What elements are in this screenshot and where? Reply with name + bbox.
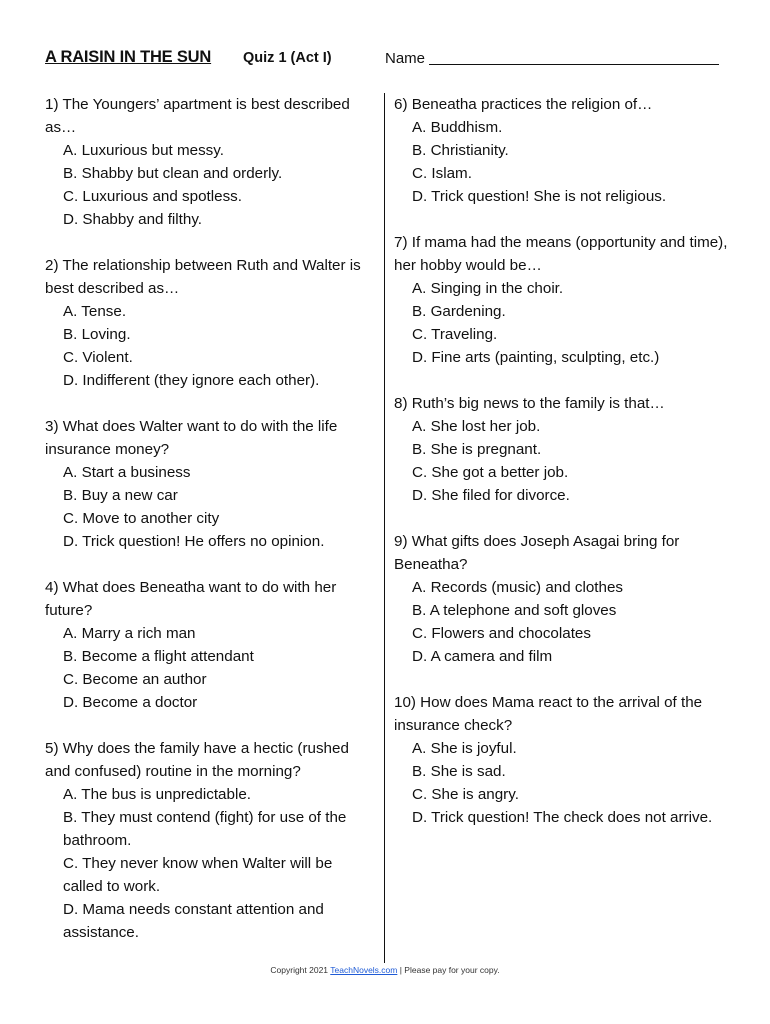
- question-3: [45, 415, 375, 553]
- question-text: 10) How does Mama react to the arrival of the insurance check?: [394, 694, 703, 734]
- name-blank-line[interactable]: [429, 50, 719, 65]
- answer-option[interactable]: A. She is joyful.: [412, 740, 517, 757]
- answer-option[interactable]: C. Islam.: [412, 165, 472, 182]
- question-10: [394, 691, 729, 829]
- answer-option[interactable]: D. Trick question! He offers no opinion.: [63, 533, 325, 550]
- answer-option[interactable]: A. Tense.: [63, 303, 127, 320]
- answer-option[interactable]: C. Move to another city: [63, 510, 220, 527]
- answer-option[interactable]: B. Shabby but clean and orderly.: [63, 165, 283, 182]
- question-6: [394, 93, 729, 208]
- answer-option[interactable]: A. She lost her job.: [412, 418, 541, 435]
- name-label: Name: [385, 50, 426, 67]
- answer-option[interactable]: C. Flowers and chocolates: [412, 625, 591, 642]
- question-text: 4) What does Beneatha want to do with her future?: [45, 579, 337, 619]
- answer-option[interactable]: A. Records (music) and clothes: [412, 579, 624, 596]
- question-text: 5) Why does the family have a hectic (rushed and confused) routine in the morning?: [45, 740, 349, 780]
- answer-option[interactable]: B. Become a flight attendant: [63, 648, 254, 665]
- answer-option[interactable]: D. Fine arts (painting, sculpting, etc.): [412, 349, 660, 366]
- option-list: [45, 300, 375, 392]
- footer-note: | Please pay for your copy.: [399, 965, 500, 975]
- header: [45, 48, 735, 74]
- answer-option[interactable]: A. Marry a rich man: [63, 625, 196, 642]
- footer: [0, 965, 770, 975]
- option-list: [394, 576, 729, 668]
- name-field[interactable]: [385, 50, 719, 67]
- question-8: [394, 392, 729, 507]
- answer-option[interactable]: B. Gardening.: [412, 303, 506, 320]
- answer-option[interactable]: A. Singing in the choir.: [412, 280, 564, 297]
- answer-option[interactable]: B. Christianity.: [412, 142, 509, 159]
- question-5: [45, 737, 375, 944]
- option-list: [394, 116, 729, 208]
- answer-option[interactable]: B. Buy a new car: [63, 487, 178, 504]
- question-text: 6) Beneatha practices the religion of…: [394, 96, 653, 113]
- right-column: [394, 93, 729, 852]
- option-list: [45, 461, 375, 553]
- quiz-subtitle: Quiz 1 (Act I): [243, 50, 332, 66]
- answer-option[interactable]: D. Trick question! The check does not arrive.: [412, 809, 713, 826]
- option-list: [45, 783, 375, 944]
- answer-option[interactable]: B. They must contend (fight) for use of the bathroom.: [63, 809, 347, 849]
- answer-option[interactable]: C. She got a better job.: [412, 464, 569, 481]
- question-7: [394, 231, 729, 369]
- option-list: [45, 139, 375, 231]
- question-text: 7) If mama had the means (opportunity and time), her hobby would be…: [394, 234, 728, 274]
- answer-option[interactable]: D. She filed for divorce.: [412, 487, 570, 504]
- answer-option[interactable]: A. The bus is unpredictable.: [63, 786, 251, 803]
- answer-option[interactable]: D. Mama needs constant attention and assistance.: [63, 901, 324, 941]
- page-title: A RAISIN IN THE SUN: [45, 48, 212, 66]
- left-column: [45, 93, 375, 967]
- answer-option[interactable]: D. Indifferent (they ignore each other).: [63, 372, 320, 389]
- option-list: [45, 622, 375, 714]
- question-text: 9) What gifts does Joseph Asagai bring for Beneatha?: [394, 533, 680, 573]
- column-divider: [384, 93, 385, 963]
- answer-option[interactable]: B. Loving.: [63, 326, 131, 343]
- answer-option[interactable]: D. Shabby and filthy.: [63, 211, 203, 228]
- option-list: [394, 737, 729, 829]
- question-4: [45, 576, 375, 714]
- question-9: [394, 530, 729, 668]
- question-2: [45, 254, 375, 392]
- answer-option[interactable]: A. Luxurious but messy.: [63, 142, 224, 159]
- answer-option[interactable]: C. Traveling.: [412, 326, 498, 343]
- option-list: [394, 277, 729, 369]
- teachnovels-link[interactable]: TeachNovels.com: [330, 965, 398, 975]
- answer-option[interactable]: C. Violent.: [63, 349, 133, 366]
- question-text: 1) The Youngers’ apartment is best described as…: [45, 96, 350, 136]
- answer-option[interactable]: C. They never know when Walter will be called to work.: [63, 855, 333, 895]
- answer-option[interactable]: A. Buddhism.: [412, 119, 503, 136]
- question-text: 3) What does Walter want to do with the life insurance money?: [45, 418, 338, 458]
- option-list: [394, 415, 729, 507]
- answer-option[interactable]: C. Become an author: [63, 671, 207, 688]
- question-1: [45, 93, 375, 231]
- copyright-text: Copyright 2021: [270, 965, 329, 975]
- answer-option[interactable]: B. She is sad.: [412, 763, 506, 780]
- answer-option[interactable]: B. She is pregnant.: [412, 441, 542, 458]
- answer-option[interactable]: D. A camera and film: [412, 648, 553, 665]
- answer-option[interactable]: D. Trick question! She is not religious.: [412, 188, 667, 205]
- answer-option[interactable]: C. She is angry.: [412, 786, 519, 803]
- answer-option[interactable]: A. Start a business: [63, 464, 191, 481]
- question-text: 2) The relationship between Ruth and Walter is best described as…: [45, 257, 361, 297]
- answer-option[interactable]: B. A telephone and soft gloves: [412, 602, 617, 619]
- answer-option[interactable]: D. Become a doctor: [63, 694, 198, 711]
- answer-option[interactable]: C. Luxurious and spotless.: [63, 188, 242, 205]
- question-text: 8) Ruth’s big news to the family is that…: [394, 395, 665, 412]
